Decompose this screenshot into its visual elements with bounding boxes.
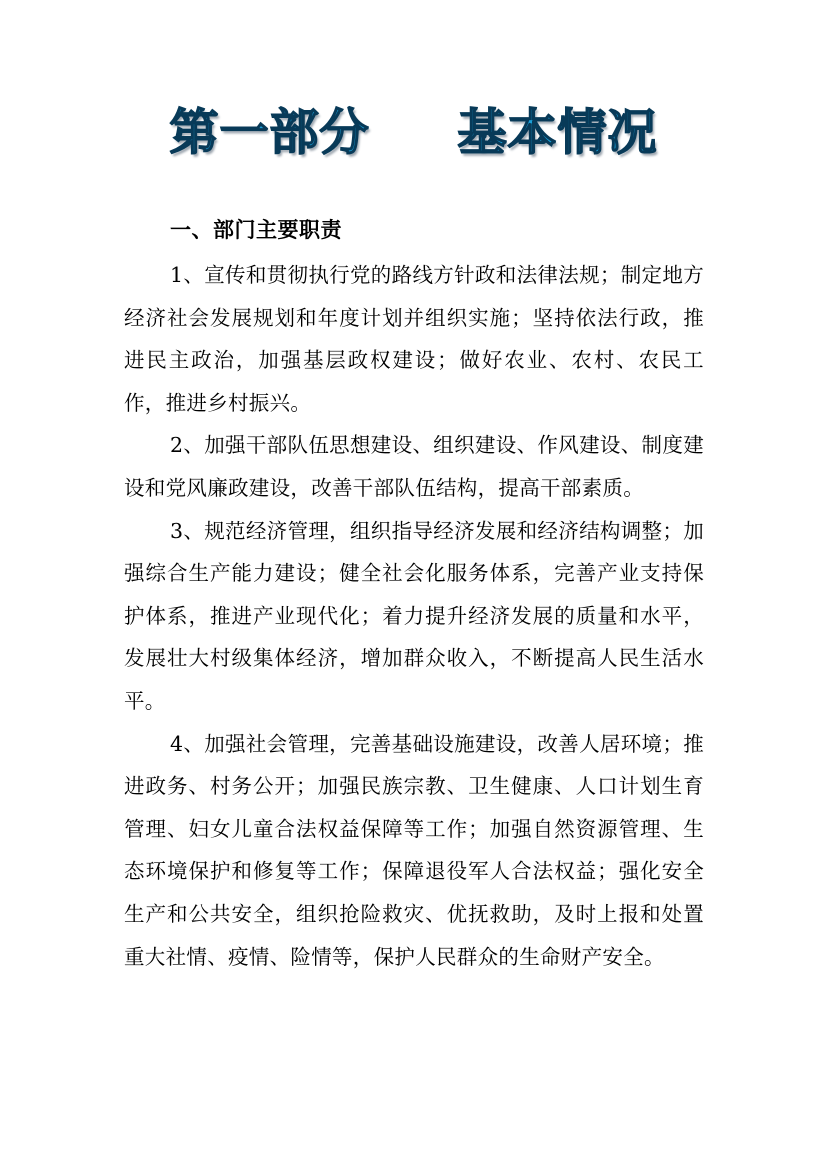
paragraph-3: 3、规范经济管理，组织指导经济发展和经济结构调整；加强综合生产能力建设；健全社会化服务体系，完善产业支持保护体系，推进产业现代化；着力提升经济发展的质量和水平，发展壮大村级集体经济，增加群众收入，不断提高人民生活水平。: [124, 518, 704, 713]
paragraph-1: 1、宣传和贯彻执行党的路线方针政和法律法规；制定地方经济社会发展规划和年度计划并组织实施；坚持依法行政，推进民主政治，加强基层政权建设；做好农业、农村、农民工作，推进乡村振兴。: [124, 263, 704, 415]
title-name: 基本情况: [457, 104, 658, 161]
body-text: [124, 254, 704, 978]
page-title: [0, 98, 827, 168]
title-part: 第一部分: [169, 104, 370, 161]
paragraph-4: 4、加强社会管理，完善基础设施建设，改善人居环境；推进政务、村务公开；加强民族宗教、卫生健康、人口计划生育管理、妇女儿童合法权益保障等工作；加强自然资源管理、生态环境保护和修复等工作；保障退役军人合法权益；强化安全生产和公共安全，组织抢险救灾、优抚救助，及时上报和处置重大社情、疫情、险情等，保护人民群众的生命财产安全。: [124, 731, 704, 969]
paragraph-2: 2、加强干部队伍思想建设、组织建设、作风建设、制度建设和党风廉政建设，改善干部队伍结构，提高干部素质。: [124, 433, 704, 500]
section-heading: 一、部门主要职责: [170, 218, 342, 242]
